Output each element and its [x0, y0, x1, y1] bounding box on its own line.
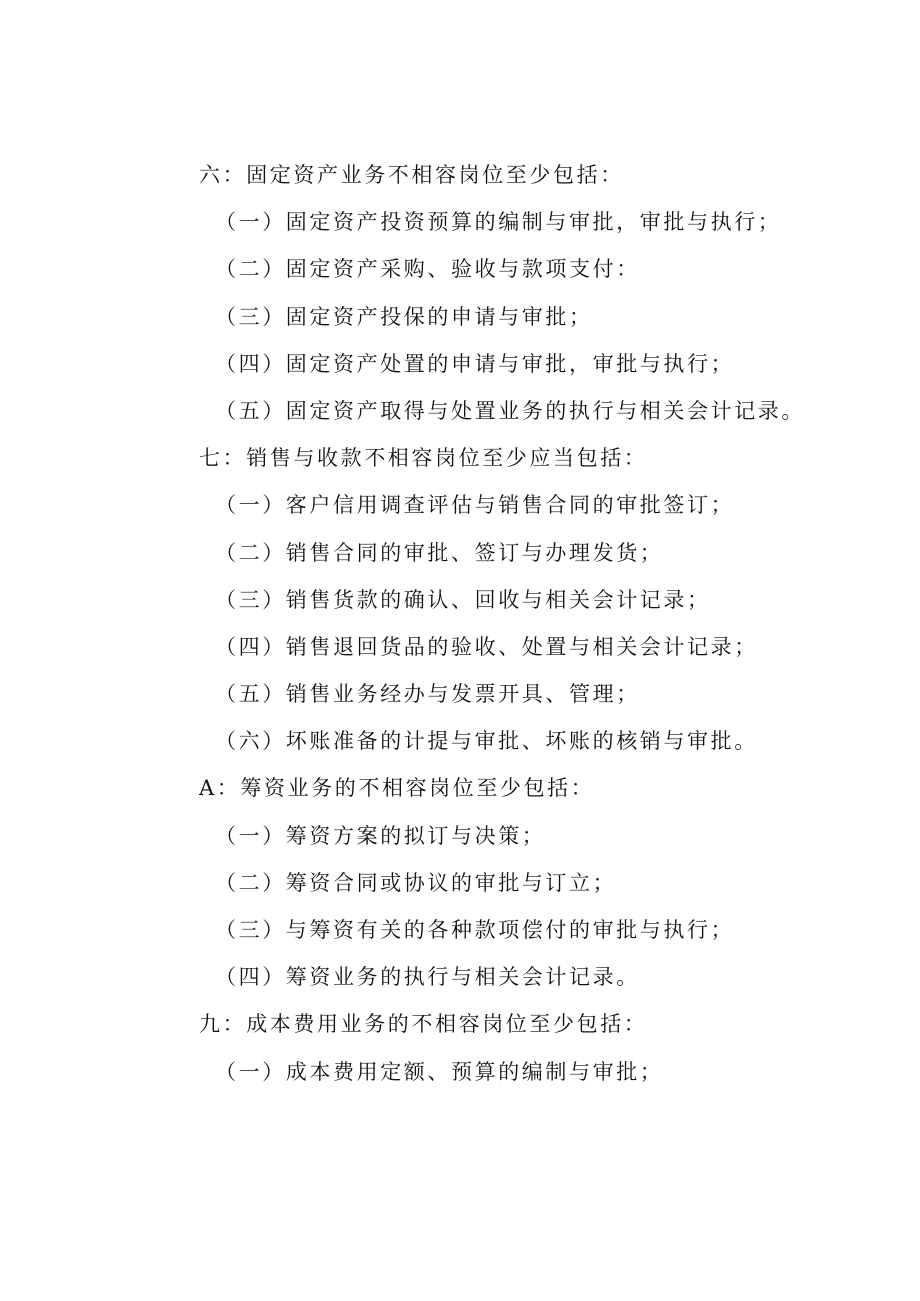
list-item: （四）固定资产处置的申请与审批，审批与执行； — [215, 351, 735, 376]
section-heading: 七：销售与收款不相容岗位至少应当包括： — [199, 446, 648, 471]
list-item: （三）与筹资有关的各种款项偿付的审批与执行； — [215, 918, 735, 942]
list-item: （二）筹资合同或协议的审批与订立； — [215, 870, 617, 895]
list-item: （二）销售合同的审批、签订与办理发货； — [215, 540, 664, 565]
section-heading: 六：固定资产业务不相容岗位至少包括： — [199, 163, 624, 187]
list-item: （五）固定资产取得与处置业务的执行与相关会计记录。 — [215, 398, 805, 423]
section-sales-collection — [199, 435, 859, 765]
list-item: （六）坏账准备的计提与审批、坏账的核销与审批。 — [215, 729, 758, 754]
section-heading: 九：成本费用业务的不相容岗位至少包括： — [199, 1012, 648, 1037]
section-financing — [199, 765, 859, 1001]
list-item: （一）客户信用调查评估与销售合同的审批签订； — [215, 493, 735, 518]
list-item: （一）成本费用定额、预算的编制与审批； — [215, 1059, 664, 1084]
list-item: （五）销售业务经办与发票开具、管理； — [215, 682, 640, 707]
list-item: （一）固定资产投资预算的编制与审批，审批与执行； — [215, 210, 782, 235]
section-heading: A：筹资业务的不相容岗位至少包括： — [199, 776, 595, 801]
list-item: （一）筹资方案的拟订与决策； — [215, 823, 546, 848]
section-cost-expense — [199, 1001, 859, 1095]
document-body — [199, 152, 859, 1096]
list-item: （二）固定资产采购、验收与款项支付： — [215, 257, 640, 282]
list-item: （四）筹资业务的执行与相关会计记录。 — [215, 965, 640, 990]
section-fixed-assets — [199, 152, 859, 435]
list-item: （三）固定资产投保的申请与审批； — [215, 304, 593, 329]
list-item: （四）销售退回货品的验收、处置与相关会计记录； — [215, 634, 758, 659]
list-item: （三）销售货款的确认、回收与相关会计记录； — [215, 587, 711, 612]
